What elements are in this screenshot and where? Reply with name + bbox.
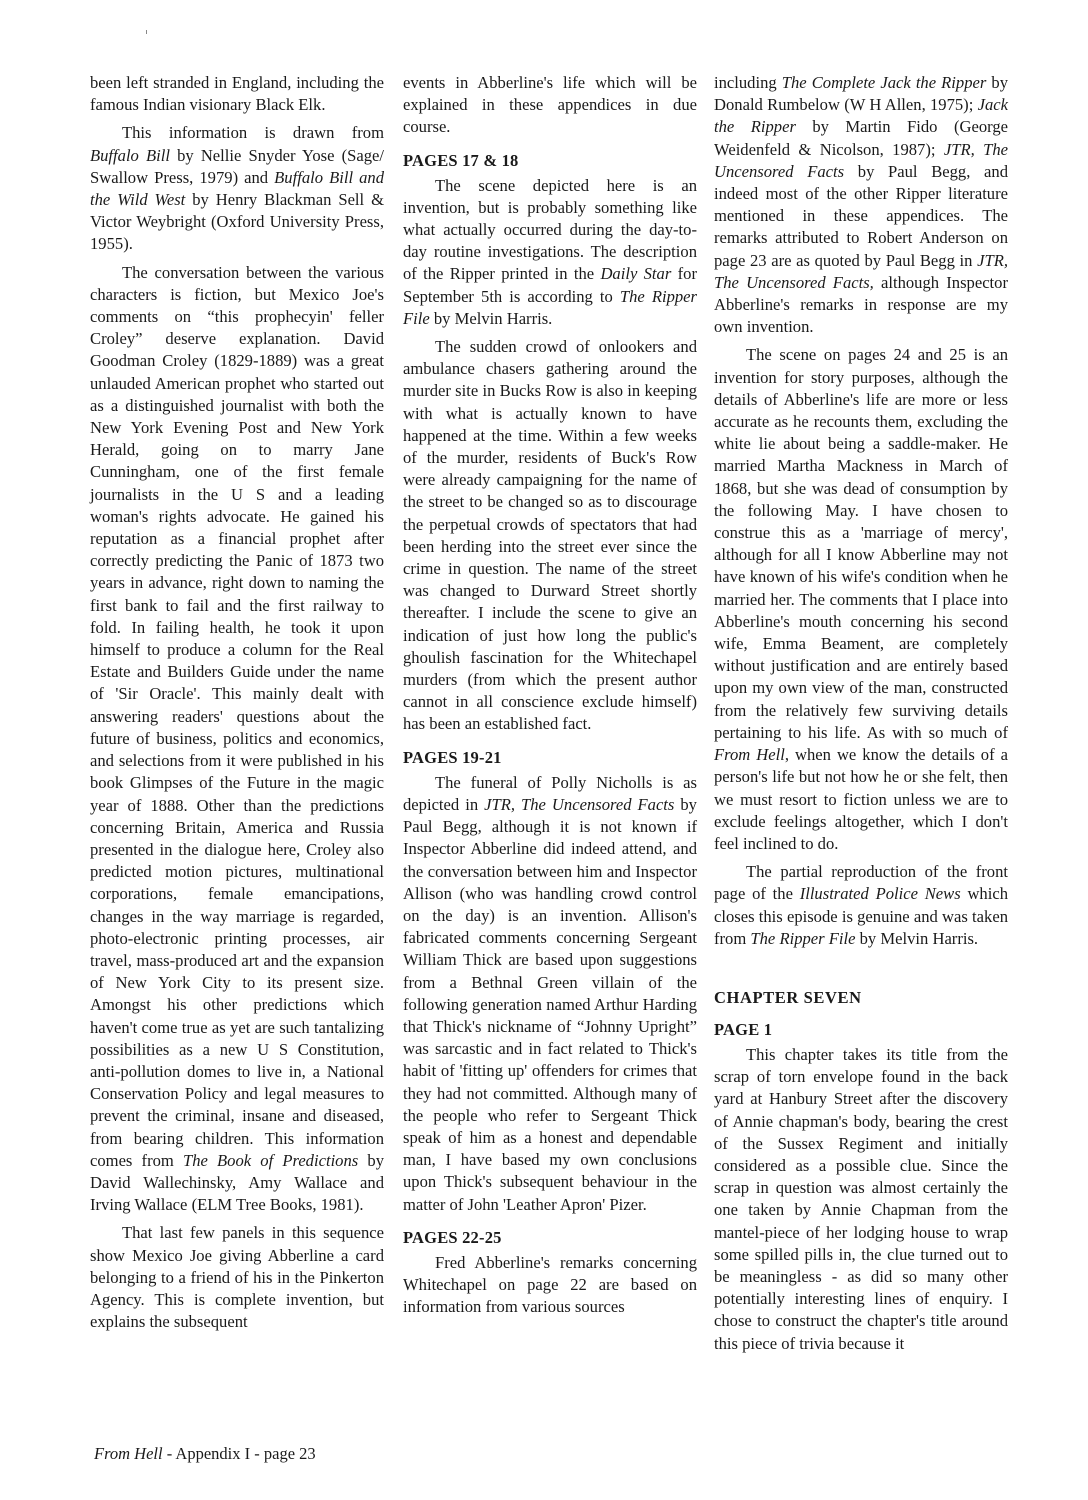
text-run: The scene on pages 24 and 25 is an invention for story purposes, although the details of Abberline's life are more or less accurate as he recounts them, excluding the white lie about being a saddle-maker. He married Martha Mackness in March of 1868, but she was dead of consumption by the following May. I have chosen to construe this as a 'marriage of mercy', although for all I know Abberline may not have known of his wife's condition when he married her. The comments that I place into Abberline's mouth concerning his second wife, Emma Beament, are completely without justification and are entirely based upon my own view of the man, constructed from the relatively few surviving details pertaining to his life. As with so much of (714, 345, 1008, 742)
text-run: for September 5th is according to (403, 264, 697, 306)
paragraph: been left stranded in England, including the famous Indian visionary Black Elk. (90, 73, 384, 115)
paragraph (714, 861, 1008, 950)
text-run: by Melvin Harris. (855, 928, 979, 948)
text-run: although Inspector Abberline's remarks in response are my own invention. (714, 272, 1008, 337)
text-run: by Henry Blackman Sell & Victor Weybright (Oxford University Press, 1955). (90, 190, 384, 254)
book-title: JTR, The Uncensored Facts (484, 794, 675, 814)
book-title: The Ripper File (750, 928, 856, 948)
paragraph (714, 72, 1008, 338)
text-run: The scene depicted here is an invention, but is probably something like what actually occurred during the day-to-day routine investigations. The description of the Ripper printed in the (403, 175, 697, 284)
page-footer (94, 1444, 316, 1464)
paragraph (90, 122, 384, 255)
paragraph: Fred Abberline's remarks concerning Whitechapel on page 22 are based on information from various sources (403, 1252, 697, 1317)
section-heading: PAGES 17 & 18 (403, 150, 519, 170)
text-column-3 (714, 72, 1008, 1355)
paragraph (403, 175, 697, 330)
book-title: Daily Star (600, 264, 672, 284)
section-heading: PAGE 1 (714, 1019, 773, 1039)
text-run: by Donald Rumbelow (W H Allen, 1975); (714, 73, 1008, 115)
paragraph: events in Abberline's life which will be explained in these appendices in due course. (403, 73, 697, 137)
section-heading: PAGES 22-25 (403, 1227, 502, 1247)
registration-mark (146, 30, 147, 34)
paragraph: This chapter takes its title from the scrap of torn envelope found in the back yard at Hanbury Street after the discovery of Annie chapman's body, bearing the crest of the Sussex Regiment and initially considered as a possible clue. Since the scrap in question was almost certainly the one taken by Annie Chapman from the mantel-piece of her lodging house to wrap some spilled pills in, the clue turned out to be meaningless - as did so many other potentially interesting lines of enquiry. I chose to construct the chapter's title around this piece of trivia because it (714, 1044, 1008, 1353)
book-title: The Complete Jack the Ripper (781, 73, 987, 92)
text-run: by Martin Fido (George Weidenfeld & Nicolson, 1987); (714, 117, 1008, 159)
paragraph (90, 262, 384, 1217)
book-title: Buffalo Bill and the Wild West (90, 167, 385, 210)
text-run: The partial reproduction of the front page of the (714, 862, 1008, 904)
text-run: by David Wallechinsky, Amy Wallace and Irving Wallace (ELM Tree Books, 1981). (90, 1150, 384, 1215)
paragraph (403, 772, 697, 1216)
book-title: From Hell (714, 745, 785, 765)
paragraph: The sudden crowd of onlookers and ambulance chasers gathering around the murder site in Bucks Row is also in keeping with what is actually known to have happened at the time. Within a few weeks of the murder, residents of Buck's Row were already campaigning for the name of the street to be changed so as to discourage the perpetual crowds of spectators that had been herding into the street ever since the crime in question. The name of the street was changed to Durward Street shortly thereafter. I include the scene to give an indication of just how long the public's ghoulish fascination for the Whitechapel murders (from which the present author cannot in all conscience exclude himself) has been an established fact. (403, 337, 697, 734)
text-run: This information is drawn from (122, 123, 384, 143)
footer-title: From Hell (94, 1444, 163, 1463)
chapter-heading: CHAPTER SEVEN (714, 987, 862, 1007)
text-run: , when we know the details of a person's life but not how he or she felt, then we must resort to fiction unless we are to exclude feelings altogether, which I don't feel inclined to do. (714, 745, 1008, 853)
footer-page-number: - Appendix I - page 23 (162, 1444, 316, 1463)
text-run: by Nellie Snyder Yose (Sage/ Swallow Press, 1979) and (90, 145, 384, 187)
paragraph: That last few panels in this sequence show Mexico Joe giving Abberline a card belonging to a friend of his in the Pinkerton Agency. This is complete invention, but explains the subsequent (90, 1223, 384, 1332)
book-title: The Ripper File (403, 286, 697, 328)
paragraph (714, 344, 1008, 855)
book-title: JTR, The Uncensored Facts, (714, 250, 1008, 292)
text-run: including (714, 73, 782, 92)
text-run: The funeral of Polly Nicholls is as depicted in (403, 772, 697, 814)
book-title: Buffalo Bill (90, 145, 170, 165)
book-title: Jack the Ripper (714, 95, 1008, 137)
text-column-2 (403, 72, 697, 1318)
section-heading: PAGES 19-21 (403, 747, 502, 767)
book-title: The Book of Predictions (182, 1150, 359, 1170)
text-run: by Paul Begg, and indeed most of the other Ripper literature mentioned in these appendices. The remarks attributed to Robert Anderson on page 23 are as quoted by Paul Begg in (714, 161, 1008, 270)
text-run: The conversation between the various characters is fiction, but Mexico Joe's comments on “this prophecyin' feller Croley” deserve explanation. David Goodman Croley (1829-1889) was a great unlauded American prophet who started out as a distinguished journalist with both the New York Evening Post and New York Herald, going on to marry Jane Cunningham, one of the first female journalists in the U S and a leading woman's rights advocate. He gained his reputation as a financial prophet after correctly predicting the Panic of 1873 two years in advance, right down to naming the first bank to fail and the first railway to fold. In failing health, he took it upon himself to produce a column for the Real Estate and Builders Guide under the name of 'Sir Oracle'. This mainly dealt with answering readers' questions about the future of business, politics and economics, and selections from it were published in his book Glimpses of the Future in the magic year of 1888. Other than the predictions concerning Britain, America and Russia presented in the dialogue here, Croley also predicted motion pictures, multinational corporations, female emancipations, changes in the way marriage is regarded, photo-electronic printing processes, air travel, mass-produced art and the expansion of New York City to its present size. Amongst his other predictions which haven't come true as yet are such tantalizing possibilities as a new U S Constitution, anti-pollution domes to live in, a National Conservation Policy and legal measures to prevent the criminal, insane and diseased, from bearing children. This information comes from (90, 262, 384, 1170)
text-run: by Paul Begg, although it is not known if Inspector Abberline did indeed attend, and the conversation between him and Inspector Allison (who was handling crowd control on the day) is an invention. Allison's fabricated comments concerning Sergeant William Thick are based upon suggestions from a Bethnal Green villain of the following generation named Arthur Harding that Thick's nickname of “Johnny Upright” was sarcastic and in fact related to Thick's habit of 'fitting up' offenders for crimes that they had not committed. Although many of the people who refer to Sergeant Thick speak of him as a honest and dependable man, I have based my own conclusions upon Thick's subsequent behaviour in the matter of John 'Leather Apron' Pizer. (403, 794, 697, 1214)
book-title: Illustrated Police News (799, 884, 961, 904)
book-title: JTR, The Uncensored Facts (714, 139, 1008, 181)
text-column-1 (90, 72, 384, 1333)
text-run: which closes this episode is genuine and was taken from (714, 884, 1008, 948)
text-run: by Melvin Harris. (429, 308, 553, 328)
